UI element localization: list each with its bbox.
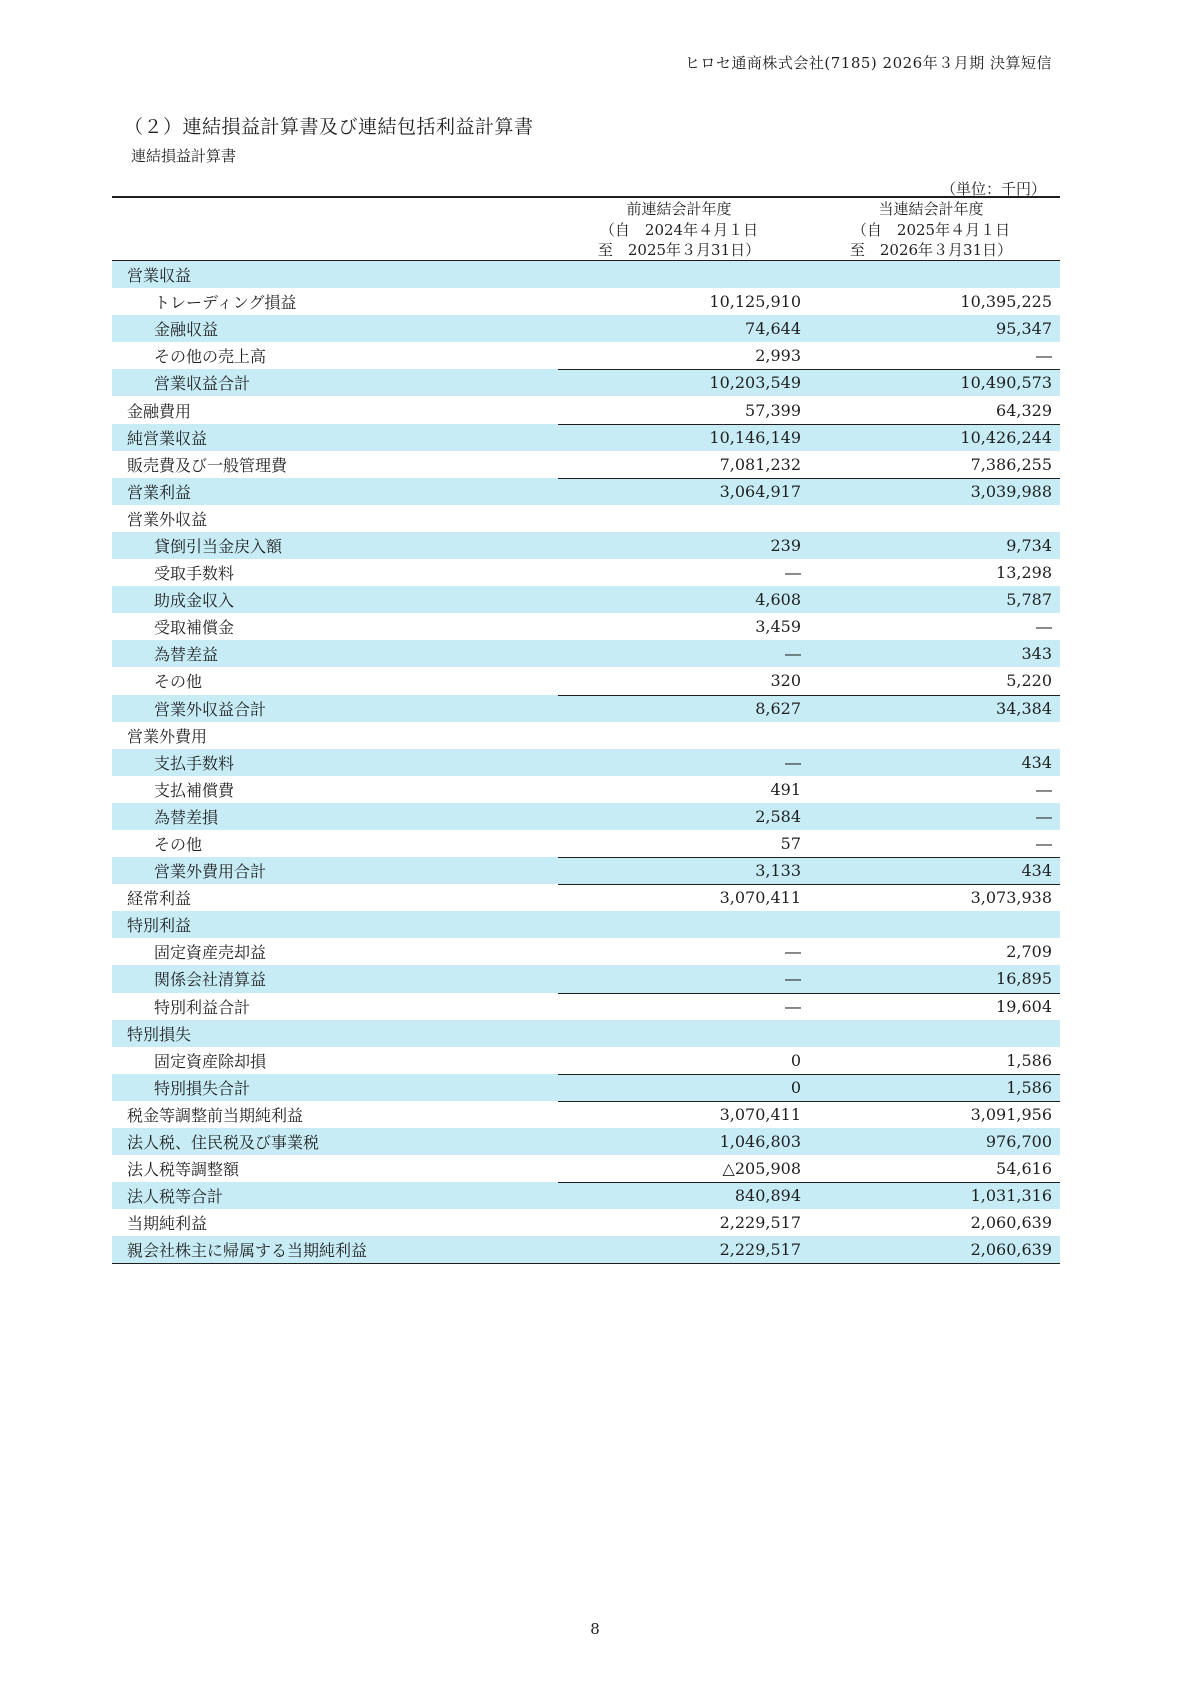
- current-period-value: ―: [1036, 617, 1052, 637]
- table-row: [112, 396, 1060, 423]
- current-period-value: 3,091,956: [970, 1104, 1052, 1124]
- table-row: [112, 559, 1060, 586]
- table-row: [112, 1128, 1060, 1155]
- table-row: [112, 695, 1060, 722]
- table-row: [112, 1047, 1060, 1074]
- previous-period-value: 2,584: [755, 806, 801, 826]
- row-label: 特別利益合計: [154, 997, 251, 1017]
- current-period-value: 10,395,225: [960, 292, 1052, 312]
- current-period-value: 95,347: [996, 319, 1052, 339]
- column-header-line: 至 2026年３月31日）: [849, 241, 1013, 259]
- row-label: 営業外費用: [127, 726, 208, 746]
- table-row: [112, 911, 1060, 938]
- previous-period-value: 57: [780, 834, 801, 854]
- current-period-value: 7,386,255: [970, 454, 1052, 474]
- row-label: 営業収益: [127, 266, 192, 286]
- column-header-line: 前連結会計年度: [626, 200, 732, 218]
- current-period-value: 16,895: [996, 969, 1052, 989]
- row-label: 法人税等合計: [127, 1187, 224, 1207]
- current-period-value: 5,787: [1006, 590, 1052, 610]
- row-label: 関係会社清算益: [154, 970, 267, 990]
- previous-period-value: 8,627: [755, 698, 801, 718]
- row-label: 固定資産除却損: [154, 1051, 267, 1071]
- table-row: [112, 315, 1060, 342]
- column-header-line: 当連結会計年度: [878, 200, 984, 218]
- previous-period-value: 239: [770, 535, 801, 555]
- previous-period-value: 2,229,517: [719, 1240, 801, 1260]
- previous-period-value: 1,046,803: [719, 1132, 801, 1152]
- table-row: [112, 722, 1060, 749]
- previous-period-value: 320: [770, 671, 801, 691]
- previous-period-value: 74,644: [745, 319, 801, 339]
- table-row: [112, 640, 1060, 667]
- current-period-value: 3,073,938: [970, 888, 1052, 908]
- previous-period-value: 840,894: [734, 1186, 801, 1206]
- row-label: 営業外収益: [127, 509, 208, 529]
- current-period-value: 976,700: [985, 1132, 1052, 1152]
- table-row: [112, 830, 1060, 857]
- row-label: 受取手数料: [154, 564, 235, 584]
- table-row: [112, 342, 1060, 369]
- table-body: [112, 261, 1060, 1264]
- table-row: [112, 261, 1060, 288]
- income-statement-table: [112, 196, 1060, 1264]
- current-period-value: 5,220: [1006, 671, 1052, 691]
- table-row: [112, 857, 1060, 884]
- table-row: [112, 667, 1060, 694]
- previous-period-value: ―: [785, 996, 801, 1016]
- previous-period-value: 3,459: [755, 617, 801, 637]
- table-row: [112, 424, 1060, 451]
- previous-period-value: 491: [770, 779, 801, 799]
- previous-period-value: 0: [790, 1050, 801, 1070]
- page-number: 8: [590, 1620, 600, 1638]
- row-label: 税金等調整前当期純利益: [127, 1105, 304, 1125]
- row-label: 貸倒引当金戻入額: [154, 536, 283, 556]
- table-row: [112, 1020, 1060, 1047]
- table-row: [112, 1155, 1060, 1182]
- row-label: 営業収益合計: [154, 374, 251, 394]
- current-period-value: ―: [1036, 806, 1052, 826]
- statement-title: 連結損益計算書: [131, 147, 237, 165]
- current-period-value: 3,039,988: [970, 481, 1052, 501]
- table-row: [112, 965, 1060, 992]
- previous-period-value: ―: [785, 969, 801, 989]
- column-header-previous-period: [560, 199, 798, 261]
- previous-period-value: 10,203,549: [709, 373, 801, 393]
- row-label: 親会社株主に帰属する当期純利益: [127, 1241, 368, 1261]
- row-label: 営業利益: [127, 482, 192, 502]
- current-period-value: 2,060,639: [970, 1213, 1052, 1233]
- current-period-value: 34,384: [996, 698, 1052, 718]
- table-row: [112, 505, 1060, 532]
- current-period-value: 1,031,316: [970, 1186, 1052, 1206]
- document-header: ヒロセ通商株式会社(7185) 2026年３月期 決算短信: [684, 54, 1052, 72]
- row-label: その他: [154, 672, 203, 692]
- current-period-value: 64,329: [996, 400, 1052, 420]
- previous-period-value: △205,908: [722, 1159, 801, 1179]
- current-period-value: ―: [1036, 834, 1052, 854]
- previous-period-value: ―: [785, 942, 801, 962]
- previous-period-value: ―: [785, 752, 801, 772]
- row-label: 固定資産売却益: [154, 943, 267, 963]
- row-label: 法人税、住民税及び事業税: [127, 1133, 320, 1153]
- row-label: 助成金収入: [154, 591, 235, 611]
- row-label: その他: [154, 835, 203, 855]
- row-label: 特別損失: [127, 1024, 192, 1044]
- row-label: 支払手数料: [154, 753, 235, 773]
- current-period-value: 434: [1021, 861, 1052, 881]
- current-period-value: 54,616: [996, 1159, 1052, 1179]
- table-row: [112, 1074, 1060, 1101]
- row-label: 特別利益: [127, 916, 192, 936]
- previous-period-value: ―: [785, 644, 801, 664]
- previous-period-value: 3,064,917: [719, 481, 801, 501]
- row-label: 為替差益: [154, 645, 219, 665]
- previous-period-value: 57,399: [745, 400, 801, 420]
- row-label: 特別損失合計: [154, 1078, 251, 1098]
- row-label: 経常利益: [127, 889, 192, 909]
- row-label: トレーディング損益: [154, 293, 297, 313]
- table-row: [112, 451, 1060, 478]
- current-period-value: 1,586: [1006, 1050, 1052, 1070]
- current-period-value: 2,709: [1006, 942, 1052, 962]
- previous-period-value: 10,146,149: [709, 427, 801, 447]
- row-label: 為替差損: [154, 807, 219, 827]
- column-header-line: （自 2025年４月１日: [851, 220, 1011, 239]
- table-row: [112, 884, 1060, 911]
- row-label: 法人税等調整額: [127, 1160, 240, 1180]
- previous-period-value: 3,070,411: [719, 1104, 801, 1124]
- table-row: [112, 586, 1060, 613]
- current-period-value: ―: [1036, 346, 1052, 366]
- previous-period-value: 3,070,411: [719, 888, 801, 908]
- previous-period-value: 10,125,910: [709, 292, 801, 312]
- table-row: [112, 532, 1060, 559]
- table-row: [112, 478, 1060, 505]
- current-period-value: 10,490,573: [960, 373, 1052, 393]
- row-label: 純営業収益: [127, 428, 208, 448]
- row-label: 受取補償金: [154, 618, 235, 638]
- current-period-value: 19,604: [996, 996, 1052, 1016]
- current-period-value: 10,426,244: [960, 427, 1052, 447]
- table-row: [112, 749, 1060, 776]
- current-period-value: 9,734: [1006, 535, 1052, 555]
- column-header-line: （自 2024年４月１日: [599, 220, 759, 239]
- row-label: 金融収益: [154, 320, 219, 340]
- unit-label: （単位：千円）: [940, 180, 1046, 198]
- previous-period-value: ―: [785, 563, 801, 583]
- current-period-value: 1,586: [1006, 1077, 1052, 1097]
- column-header-line: 至 2025年３月31日）: [597, 241, 761, 259]
- table-row: [112, 288, 1060, 315]
- table-row: [112, 993, 1060, 1020]
- table-row: [112, 1209, 1060, 1236]
- previous-period-value: 3,133: [755, 861, 801, 881]
- row-label: 営業外収益合計: [154, 699, 267, 719]
- row-label: 当期純利益: [127, 1214, 208, 1234]
- table-row: [112, 803, 1060, 830]
- table-row: [112, 1182, 1060, 1209]
- table-row: [112, 1101, 1060, 1128]
- row-label: 金融費用: [127, 401, 192, 421]
- table-row: [112, 613, 1060, 640]
- column-header-current-period: [812, 199, 1050, 261]
- current-period-value: 2,060,639: [970, 1240, 1052, 1260]
- row-label: その他の売上高: [154, 347, 267, 367]
- table-row: [112, 776, 1060, 803]
- table-row: [112, 369, 1060, 396]
- previous-period-value: 2,993: [755, 346, 801, 366]
- table-header: [112, 196, 1060, 261]
- previous-period-value: 0: [790, 1077, 801, 1097]
- current-period-value: 343: [1021, 644, 1052, 664]
- table-row: [112, 1236, 1060, 1264]
- previous-period-value: 7,081,232: [719, 454, 801, 474]
- previous-period-value: 2,229,517: [719, 1213, 801, 1233]
- current-period-value: 13,298: [996, 563, 1052, 583]
- row-label: 販売費及び一般管理費: [127, 455, 288, 475]
- current-period-value: ―: [1036, 779, 1052, 799]
- section-title: （２）連結損益計算書及び連結包括利益計算書: [124, 116, 534, 138]
- row-label: 営業外費用合計: [154, 862, 267, 882]
- previous-period-value: 4,608: [755, 590, 801, 610]
- current-period-value: 434: [1021, 752, 1052, 772]
- row-label: 支払補償費: [154, 780, 235, 800]
- table-row: [112, 938, 1060, 965]
